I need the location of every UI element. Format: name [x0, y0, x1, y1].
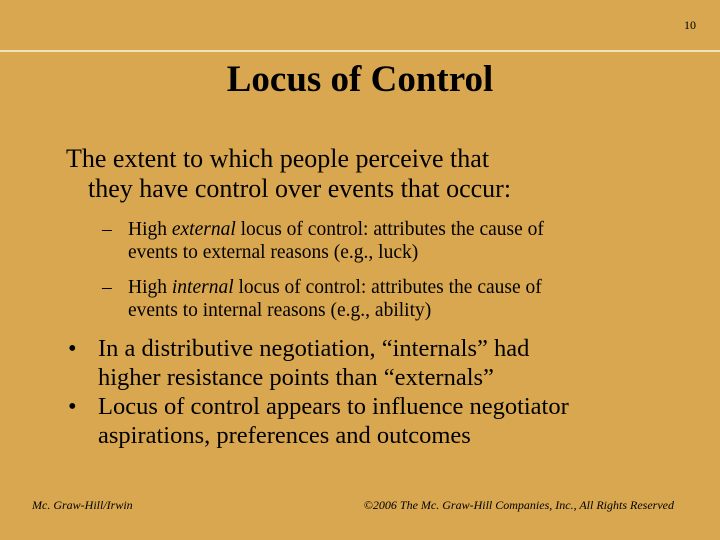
bullet-item — [64, 334, 684, 392]
sub-point-text: locus of control: attributes the cause of — [235, 219, 544, 240]
footer-publisher: Mc. Graw-Hill/Irwin — [32, 498, 133, 512]
dash-bullet: – — [102, 219, 112, 240]
sub-point-text: High — [128, 277, 172, 298]
intro-paragraph — [66, 144, 666, 204]
intro-line-1: The extent to which people perceive that — [66, 144, 490, 173]
bullet-line-2: aspirations, preferences and outcomes — [98, 422, 471, 449]
bullet-line-1: In a distributive negotiation, “internals” had — [98, 335, 530, 362]
sub-point-text: High — [128, 219, 172, 240]
slide-title: Locus of Control — [226, 59, 494, 100]
bullet-line-2: higher resistance points than “externals” — [98, 364, 494, 391]
header-divider — [0, 50, 720, 52]
sub-point-emphasis: internal — [171, 277, 234, 298]
bullet-list — [64, 334, 684, 450]
sub-point-list — [102, 218, 662, 334]
intro-line-2: they have control over events that occur: — [88, 174, 512, 203]
sub-point — [102, 218, 662, 264]
bullet-dot: • — [68, 335, 77, 362]
footer-copyright: ©2006 The Mc. Graw-Hill Companies, Inc., All Rights Reserved — [363, 498, 674, 512]
sub-point-emphasis: external — [171, 219, 236, 240]
sub-point-text: locus of control: attributes the cause of — [233, 277, 542, 298]
bullet-item — [64, 392, 684, 450]
dash-bullet: – — [102, 277, 112, 298]
bullet-line-1: Locus of control appears to influence negotiator — [98, 393, 569, 420]
sub-point-line-2: events to external reasons (e.g., luck) — [128, 242, 419, 263]
page-number: 10 — [684, 18, 696, 32]
sub-point — [102, 276, 662, 322]
bullet-dot: • — [68, 393, 77, 420]
sub-point-line-2: events to internal reasons (e.g., ability) — [128, 300, 432, 321]
